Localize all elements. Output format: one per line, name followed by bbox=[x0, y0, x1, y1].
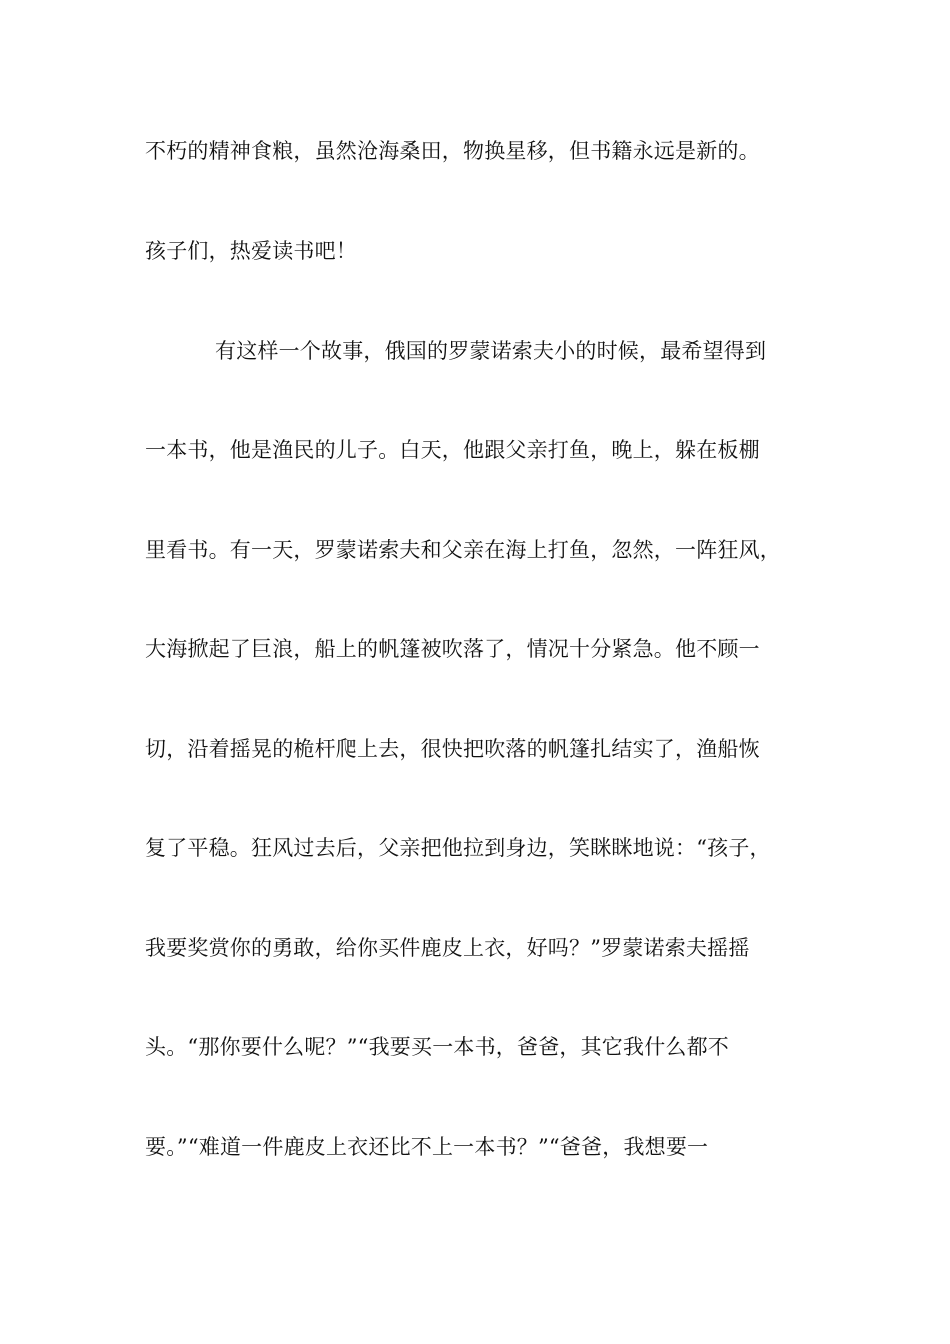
text-line-8: 复了平稳。狂风过去后，父亲把他拉到身边，笑眯眯地说：“孩子， bbox=[145, 836, 771, 860]
text-line-7: 切，沿着摇晃的桅杆爬上去，很快把吹落的帆篷扎结实了，渔船恢 bbox=[145, 737, 760, 761]
text-line-2: 孩子们，热爱读书吧！ bbox=[145, 239, 357, 263]
text-line-1: 不朽的精神食粮，虽然沧海桑田，物换星移，但书籍永远是新的。 bbox=[145, 139, 760, 163]
text-line-3: 有这样一个故事，俄国的罗蒙诺索夫小的时候，最希望得到 bbox=[215, 339, 767, 363]
text-line-9: 我要奖赏你的勇敢，给你买件鹿皮上衣，好吗？”罗蒙诺索夫摇摇 bbox=[145, 936, 750, 960]
text-line-4: 一本书，他是渔民的儿子。白天，他跟父亲打鱼，晚上，躲在板棚 bbox=[145, 438, 760, 462]
text-line-6: 大海掀起了巨浪，船上的帆篷被吹落了，情况十分紧急。他不顾一 bbox=[145, 637, 760, 661]
text-line-11: 要。”“难道一件鹿皮上衣还比不上一本书？”“爸爸，我想要一 bbox=[145, 1135, 709, 1159]
text-line-5: 里看书。有一天，罗蒙诺索夫和父亲在海上打鱼，忽然，一阵狂风， bbox=[145, 538, 781, 562]
text-line-10: 头。“那你要什么呢？”“我要买一本书，爸爸，其它我什么都不 bbox=[145, 1035, 730, 1059]
